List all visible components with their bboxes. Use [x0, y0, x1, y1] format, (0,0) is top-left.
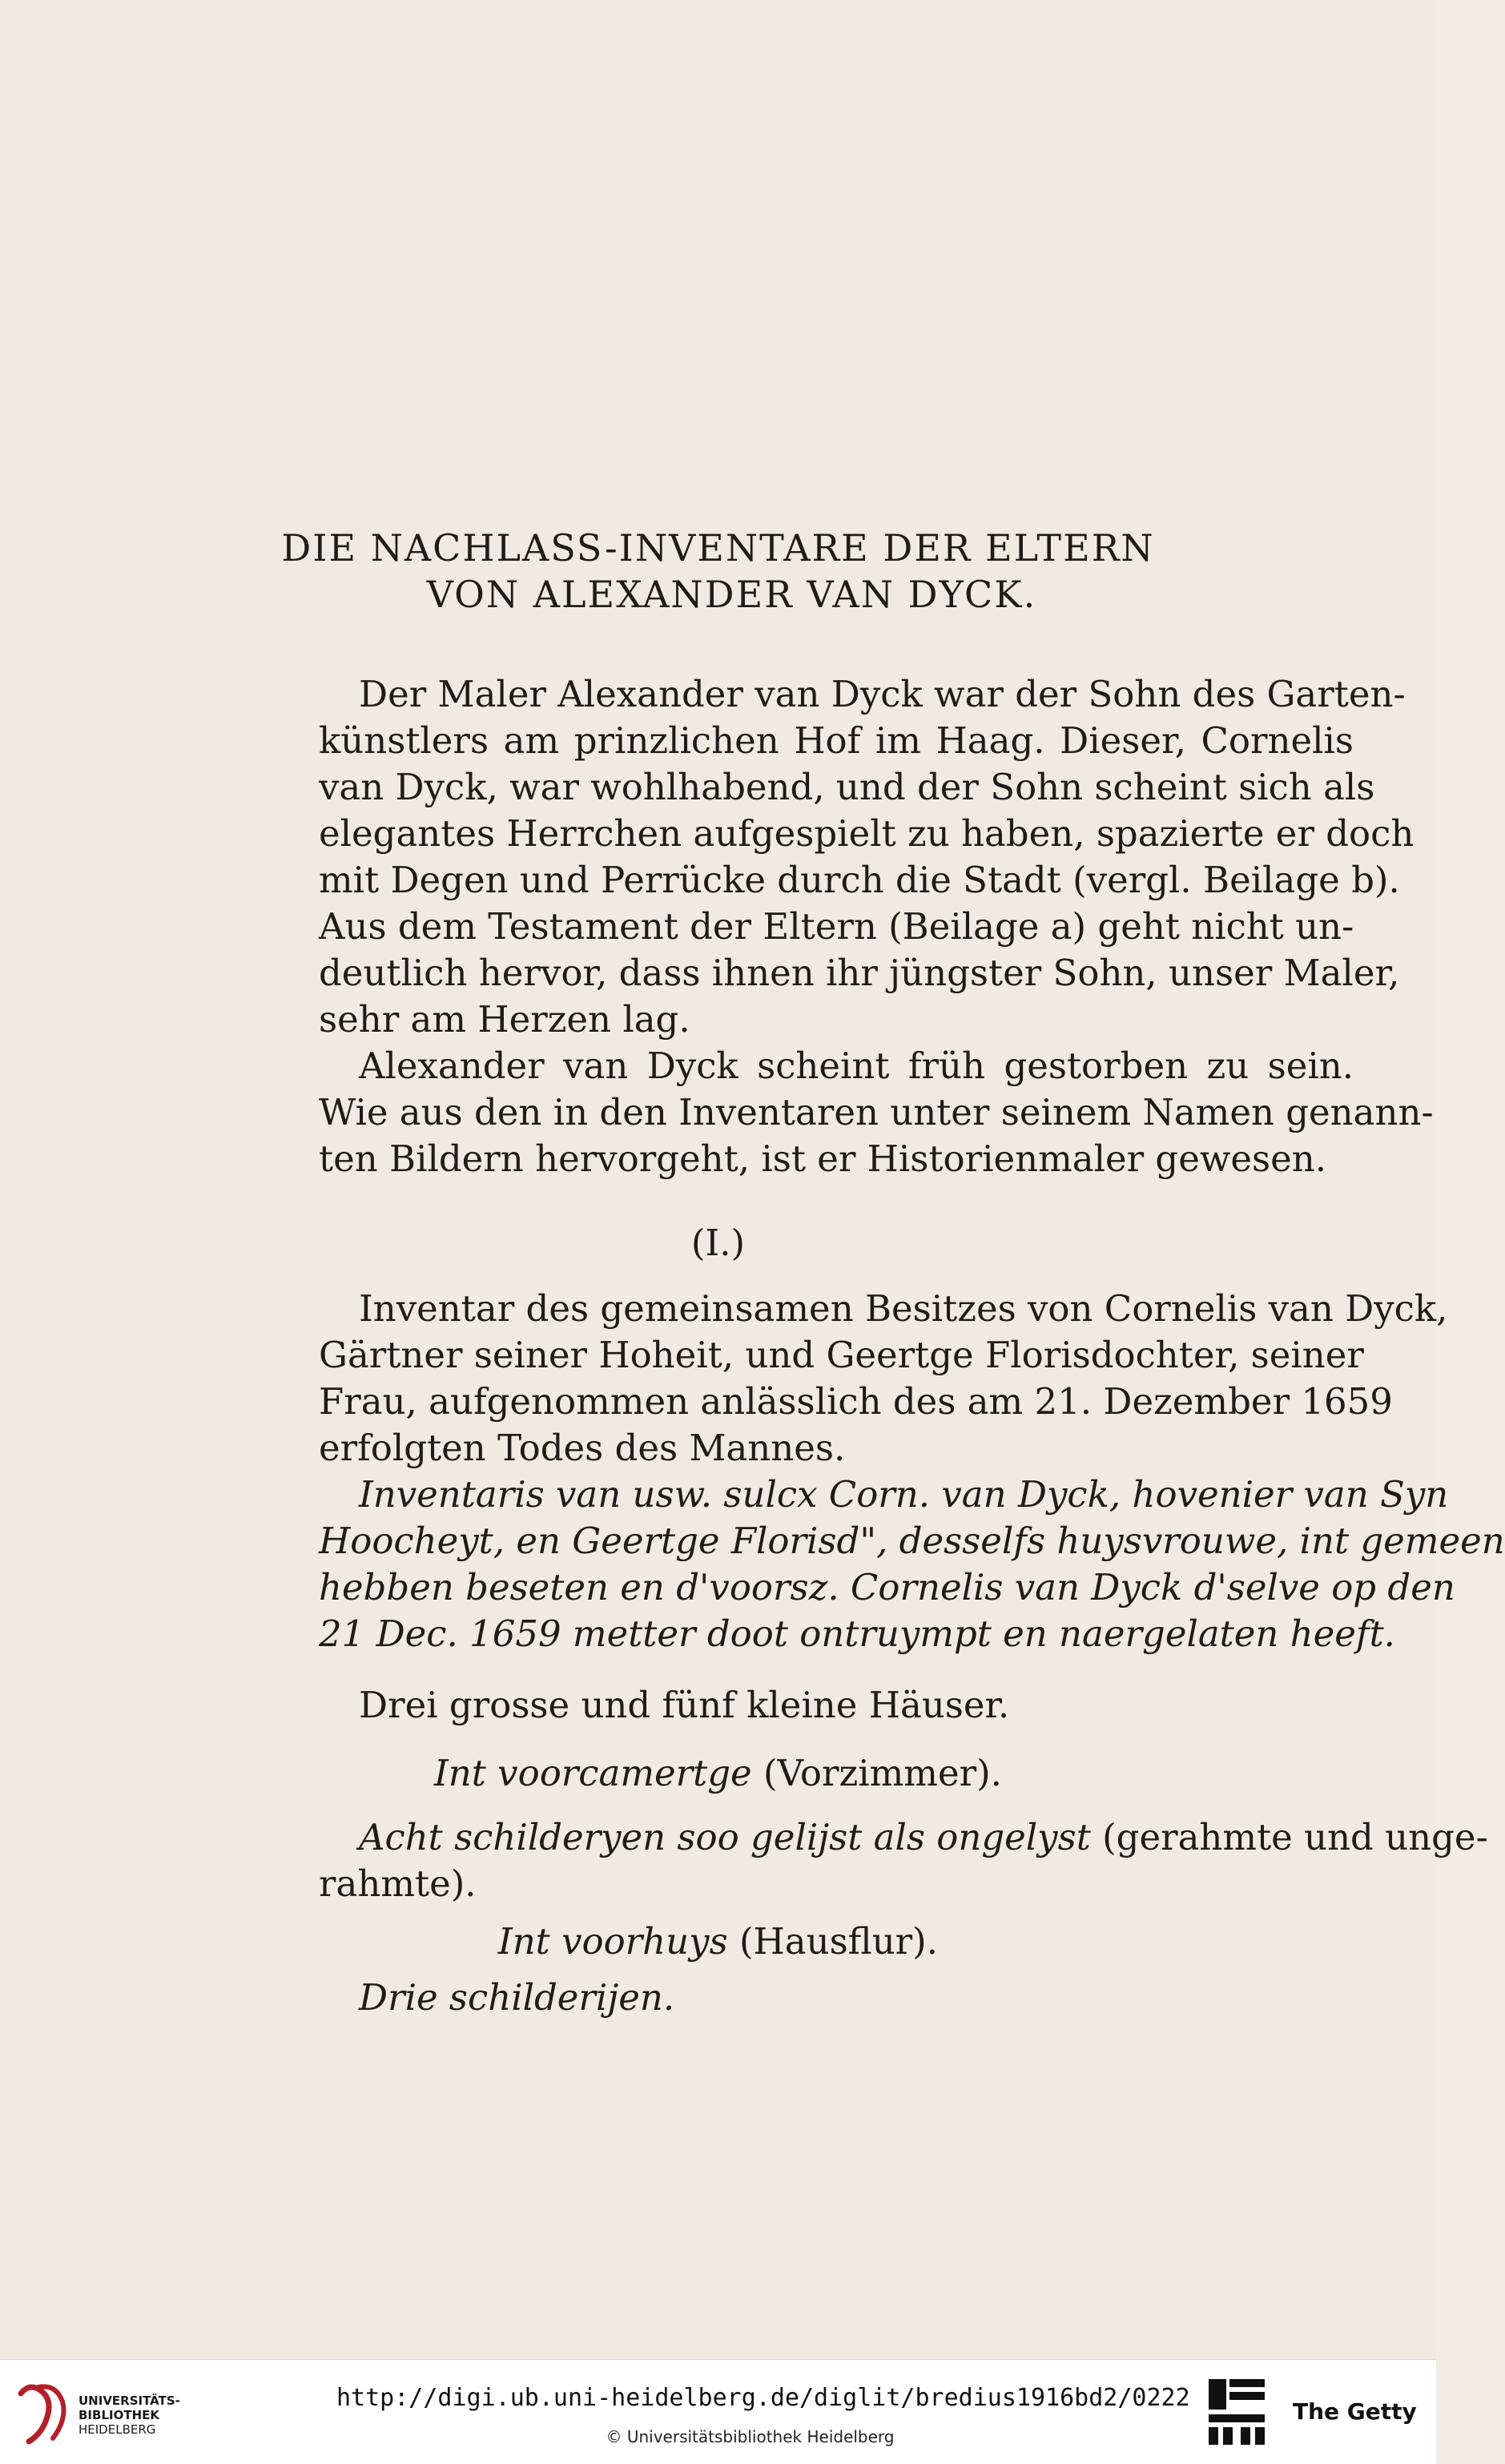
text-line: Alexander van Dyck scheint früh gestorben zu sein. [359, 1045, 1354, 1087]
text-line: deutlich hervor, dass ihnen ihr jüngster Sohn, unser Maler, [319, 952, 1400, 994]
text-line: sehr am Herzen lag. [319, 998, 690, 1041]
dutch-quote [319, 1472, 1505, 1657]
room-name-german: (Vorzimmer). [751, 1752, 1002, 1794]
getty-logo-icon [1205, 2376, 1268, 2448]
text-line: Frau, aufgenommen anlässlich des am 21. Dezember 1659 [319, 1380, 1393, 1423]
intro-paragraph-1 [319, 671, 1414, 1043]
text-line: Der Maler Alexander van Dyck war der Sohn des Garten- [359, 673, 1406, 715]
item-german: (gerahmte und unge- [1090, 1816, 1488, 1858]
text-line: Drie schilderijen. [359, 1976, 675, 2019]
library-name: UNIVERSITÄTS- BIBLIOTHEK HEIDELBERG [78, 2394, 180, 2437]
item-drie-schilderijen [359, 1975, 1392, 2021]
text-line: van Dyck, war wohlhabend, und der Sohn scheint sich als [319, 766, 1375, 808]
copyright-notice: © Universitätsbibliothek Heidelberg [606, 2427, 895, 2446]
page-title [0, 525, 1436, 618]
text-line: künstlers am prinzlichen Hof im Haag. Dieser, Cornelis [319, 719, 1354, 762]
item-dutch: Acht schilderyen soo gelijst als ongelyst [359, 1816, 1091, 1858]
text-line: Hoocheyt, en Geertge Florisd", desselfs huysvrouwe, int gemeen [319, 1520, 1505, 1562]
houses-line [359, 1682, 1392, 1729]
footer-bar [0, 2359, 1436, 2464]
text-line: rahmte). [319, 1862, 477, 1905]
text-line: Aus dem Testament der Eltern (Beilage a) geht nicht un- [319, 905, 1354, 948]
getty-name[interactable]: The Getty [1293, 2398, 1417, 2425]
text-line: mit Degen und Perrücke durch die Stadt (vergl. Beilage b). [319, 859, 1400, 901]
intro-paragraph-2 [319, 1043, 1434, 1182]
permalink-url[interactable]: http://digi.ub.uni-heidelberg.de/diglit/bredius1916bd2/0222 [336, 2384, 1190, 2412]
text-line: Inventar des gemeinsamen Besitzes von Cornelis van Dyck, [359, 1287, 1448, 1330]
text-line: elegantes Herrchen aufgespielt zu haben, spazierte er doch [319, 812, 1414, 855]
section-number: (I.) [690, 1222, 746, 1264]
room-name-dutch: Int voorcamertge [434, 1752, 752, 1794]
text-line: Drei grosse und fünf kleine Häuser. [359, 1684, 1010, 1726]
room-name-german: (Hausflur). [727, 1920, 939, 1963]
text-line: 21 Dec. 1659 metter doot ontruympt en naergelaten heeft. [319, 1612, 1395, 1655]
text-line: erfolgten Todes des Mannes. [319, 1427, 846, 1469]
room-heading-voorcamertge [0, 1750, 1436, 1797]
text-line: hebben beseten en d'voorsz. Cornelis van Dyck d'selve op den [319, 1566, 1455, 1608]
text-line: Inventaris van usw. sulcx Corn. van Dyck, hovenier van Syn [359, 1473, 1449, 1516]
room-heading-voorhuys [0, 1918, 1436, 1965]
title-line-2: VON ALEXANDER VAN DYCK. [426, 573, 1037, 616]
item-acht-schilderyen [319, 1814, 1488, 1907]
text-line: Gärtner seiner Hoheit, und Geertge Florisdochter, seiner [319, 1334, 1364, 1376]
text-line: Wie aus den in den Inventaren unter seinem Namen genann- [319, 1091, 1434, 1133]
text-line: ten Bildern hervorgeht, ist er Historienmaler gewesen. [319, 1137, 1327, 1180]
inventory-paragraph [319, 1286, 1448, 1472]
title-line-1: DIE NACHLASS-INVENTARE DER ELTERN [281, 526, 1155, 570]
room-name-dutch: Int voorhuys [497, 1920, 728, 1963]
